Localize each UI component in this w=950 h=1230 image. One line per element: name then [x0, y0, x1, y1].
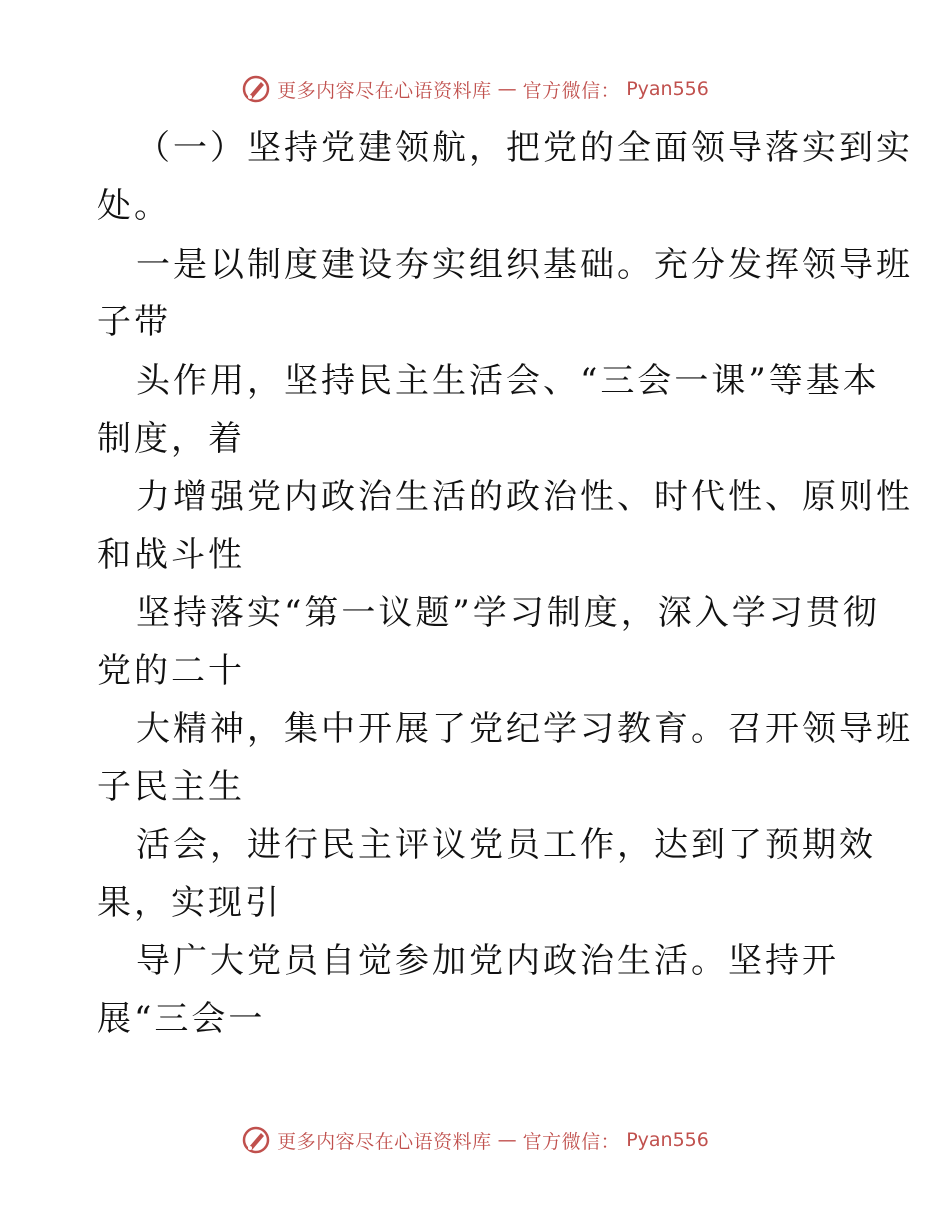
watermark-site-text: 更多内容尽在心语资料库 — [277, 79, 492, 102]
text-line: 力增强党内政治生活的政治性、时代性、原则性 — [136, 477, 913, 517]
text-line: 活会，进行民主评议党员工作，达到了预期效 — [136, 825, 876, 865]
watermark-dash: — — [497, 78, 517, 100]
watermark-site-text: 更多内容尽在心语资料库 — [277, 1130, 492, 1153]
watermark-contact-label: 官方微信： — [522, 1130, 621, 1153]
text-line: 处。 — [97, 186, 171, 226]
text-line: 果，实现引 — [97, 883, 282, 923]
watermark-dash: — — [497, 1129, 517, 1151]
text-line: （一）坚持党建领航，把党的全面领导落实到实 — [136, 128, 913, 168]
text-line: 导广大党员自觉参加党内政治生活。坚持开 — [136, 941, 839, 981]
text-line: 一是以制度建设夯实组织基础。充分发挥领导班 — [136, 245, 913, 285]
footer-watermark — [0, 1125, 950, 1155]
text-line: 头作用，坚持民主生活会、“三会一课”等基本 — [136, 361, 880, 401]
text-line: 党的二十 — [97, 651, 245, 691]
text-line: 制度，着 — [97, 419, 245, 459]
text-line: 子带 — [97, 302, 171, 342]
text-line: 展“三会一 — [97, 999, 266, 1039]
text-line: 大精神，集中开展了党纪学习教育。召开领导班 — [136, 709, 913, 749]
pen-logo-icon — [241, 1125, 271, 1155]
text-line: 子民主生 — [97, 767, 245, 807]
text-line: 和战斗性 — [97, 535, 245, 575]
watermark-contact-id: Pyan556 — [626, 1129, 709, 1151]
watermark-contact-id: Pyan556 — [626, 78, 709, 100]
text-line: 坚持落实“第一议题”学习制度，深入学习贯彻 — [136, 593, 880, 633]
watermark-contact-label: 官方微信： — [522, 79, 621, 102]
